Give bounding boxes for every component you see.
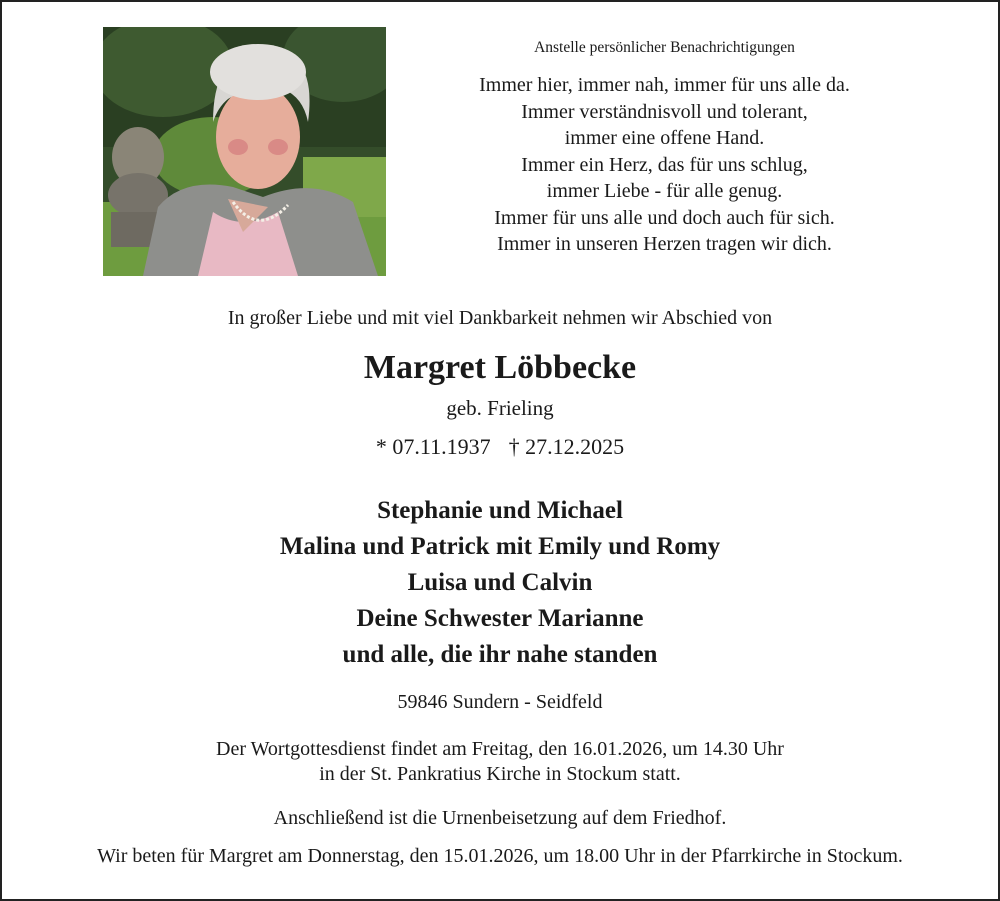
mourner-line: Malina und Patrick mit Emily und Romy [279, 533, 721, 560]
portrait-photo [103, 27, 386, 276]
life-dates [2, 433, 998, 461]
place-line: 59846 Sundern - Seidfeld [397, 691, 603, 713]
poem-line: immer Liebe - für alle genug. [546, 180, 783, 202]
mourner-line: Stephanie und Michael [377, 497, 623, 524]
birth-date: * 07.11.1937 [375, 434, 491, 459]
poem-line: Immer hier, immer nah, immer für uns alle da. [479, 74, 850, 96]
poem-line: Immer in unseren Herzen tragen wir dich. [497, 233, 832, 255]
poem-line: Immer ein Herz, das für uns schlug, [521, 153, 808, 176]
deceased-name: Margret Löbbecke [363, 349, 637, 386]
header-text [432, 38, 897, 258]
service-line: in der St. Pankratius Kirche in Stockum statt. [319, 763, 681, 785]
poem [432, 72, 897, 258]
prayer-info: Wir beten für Margret am Donnerstag, den 15.01.2026, um 18.00 Uhr in der Pfarrkirche in Stockum. [97, 845, 903, 867]
mourner-line: und alle, die ihr nahe standen [342, 641, 658, 668]
poem-line: immer eine offene Hand. [564, 127, 765, 149]
portrait-image [103, 27, 386, 276]
farewell-intro: In großer Liebe und mit viel Dankbarkeit nehmen wir Abschied von [227, 307, 773, 329]
service-info [2, 737, 998, 787]
notice-line: Anstelle persönlicher Benachrichtigungen [534, 39, 795, 56]
service-line: Der Wortgottesdienst findet am Freitag, den 16.01.2026, um 14.30 Uhr [216, 738, 784, 760]
mourner-line: Deine Schwester Marianne [356, 605, 644, 632]
poem-line: Immer verständnisvoll und tolerant, [521, 100, 808, 123]
mourner-line: Luisa und Calvin [407, 569, 593, 596]
death-date: † 27.12.2025 [508, 434, 625, 459]
poem-line: Immer für uns alle und doch auch für sich. [494, 206, 835, 229]
mourners-list [2, 493, 998, 673]
burial-info: Anschließend ist die Urnenbeisetzung auf dem Friedhof. [273, 807, 727, 829]
maiden-name: geb. Frieling [446, 396, 554, 420]
